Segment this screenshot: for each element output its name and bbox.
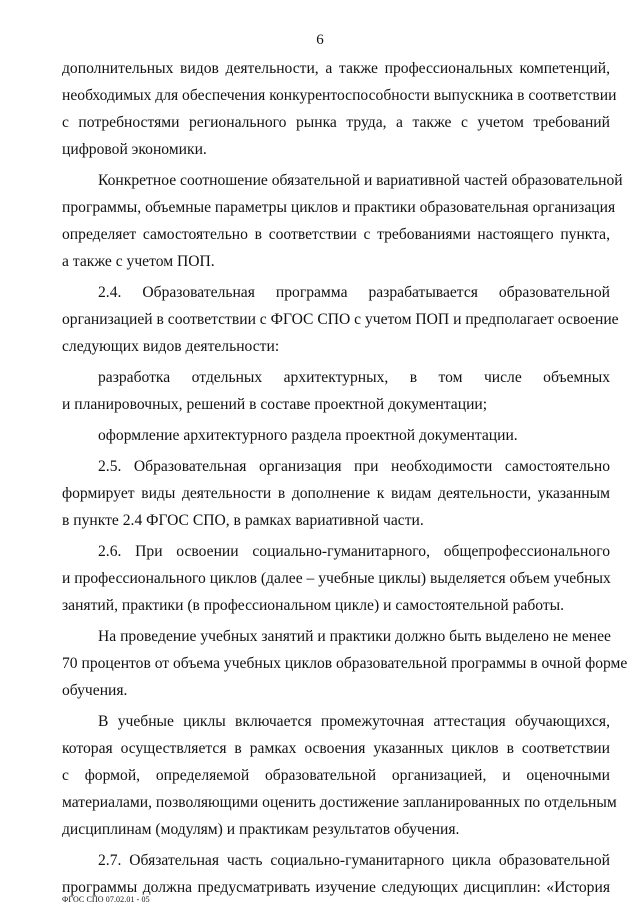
text-line: и профессионального циклов (далее – учебные циклы) выделяется объем учебных bbox=[62, 570, 611, 587]
text-line: программы, объемные параметры циклов и практики образовательная организация bbox=[62, 199, 616, 216]
text-line: 2.4. Образовательная программа разрабатывается образовательной bbox=[98, 284, 610, 301]
text-line: с потребностями регионального рынка труда, а также с учетом требований bbox=[62, 114, 610, 131]
text-line: обучения. bbox=[62, 682, 128, 699]
text-line: и планировочных, решений в составе проектной документации; bbox=[62, 396, 488, 413]
text-line: разработка отдельных архитектурных, в том числе объемных bbox=[98, 369, 610, 386]
text-line: необходимых для обеспечения конкурентоспособности выпускника в соответствии bbox=[62, 87, 617, 104]
text-line: дополнительных видов деятельности, а также профессиональных компетенций, bbox=[62, 60, 610, 77]
text-line: а также с учетом ПОП. bbox=[62, 253, 215, 270]
text-line: 2.5. Образовательная организация при необходимости самостоятельно bbox=[98, 458, 610, 475]
text-line: 2.7. Обязательная часть социально-гуманитарного цикла образовательной bbox=[98, 852, 610, 869]
document-footer-code: ФГОС СПО 07.02.01 - 05 bbox=[62, 895, 150, 904]
text-line: следующих видов деятельности: bbox=[62, 338, 280, 355]
paragraph bbox=[62, 279, 619, 360]
text-line: в пункте 2.4 ФГОС СПО, в рамках вариативной части. bbox=[62, 512, 424, 529]
paragraph bbox=[62, 538, 610, 619]
text-line: определяет самостоятельно в соответствии с требованиями настоящего пункта, bbox=[62, 226, 610, 243]
text-line: На проведение учебных занятий и практики должно быть выделено не менее bbox=[98, 628, 611, 645]
text-line: дисциплинам (модулям) и практикам результатов обучения. bbox=[62, 821, 460, 838]
paragraph bbox=[62, 422, 610, 449]
text-line: формирует виды деятельности в дополнение к видам деятельности, указанным bbox=[62, 485, 610, 502]
text-line: которая осуществляется в рамках освоения указанных циклов в соответствии bbox=[62, 740, 610, 757]
text-line: оформление архитектурного раздела проектной документации. bbox=[98, 427, 518, 444]
paragraph bbox=[62, 623, 628, 704]
text-line: с формой, определяемой образовательной организацией, и оценочными bbox=[62, 767, 610, 784]
paragraph bbox=[62, 167, 623, 275]
paragraph bbox=[62, 453, 610, 534]
text-line: цифровой экономики. bbox=[62, 141, 207, 158]
text-line: материалами, позволяющими оценить достижение запланированных по отдельным bbox=[62, 794, 617, 811]
paragraph bbox=[62, 847, 610, 901]
text-line: занятий, практики (в профессиональном цикле) и самостоятельной работы. bbox=[62, 597, 565, 614]
text-line: 2.6. При освоении социально-гуманитарного, общепрофессионального bbox=[98, 543, 610, 560]
paragraph bbox=[62, 708, 617, 843]
text-line: 70 процентов от объема учебных циклов образовательной программы в очной форме bbox=[62, 655, 628, 672]
text-line: организацией в соответствии с ФГОС СПО с учетом ПОП и предполагает освоение bbox=[62, 311, 619, 328]
text-line: программы должна предусматривать изучение следующих дисциплин: «История bbox=[62, 879, 610, 896]
text-line: В учебные циклы включается промежуточная аттестация обучающихся, bbox=[98, 713, 610, 730]
paragraph bbox=[62, 55, 617, 163]
page-number: 6 bbox=[316, 32, 324, 48]
body-text bbox=[62, 55, 628, 901]
paragraph bbox=[62, 364, 610, 418]
text-line: Конкретное соотношение обязательной и вариативной частей образовательной bbox=[98, 172, 623, 189]
